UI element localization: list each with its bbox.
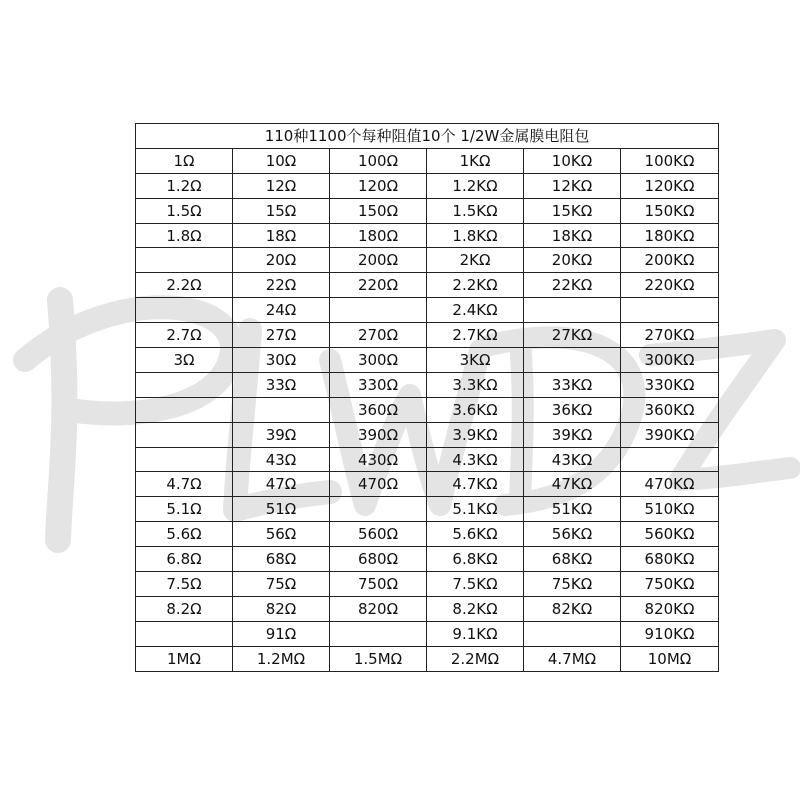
table-cell: 470Ω [330, 472, 427, 497]
table-cell: 10KΩ [524, 148, 621, 173]
table-cell: 4.3KΩ [427, 447, 524, 472]
table-cell [136, 397, 233, 422]
table-cell: 150KΩ [621, 198, 719, 223]
table-cell: 1.2MΩ [233, 646, 330, 671]
table-row [136, 447, 719, 472]
table-cell: 330KΩ [621, 372, 719, 397]
table-row [136, 348, 719, 373]
table-cell: 1.2Ω [136, 173, 233, 198]
table-cell: 12KΩ [524, 173, 621, 198]
table-cell [233, 397, 330, 422]
table-cell: 300Ω [330, 348, 427, 373]
table-cell: 43Ω [233, 447, 330, 472]
table-cell [136, 298, 233, 323]
table-cell: 10Ω [233, 148, 330, 173]
table-cell: 3Ω [136, 348, 233, 373]
table-cell: 4.7Ω [136, 472, 233, 497]
table-cell [621, 447, 719, 472]
table-title: 110种1100个每种阻值10个 1/2W金属膜电阻包 [136, 124, 719, 149]
table-cell: 2.2KΩ [427, 273, 524, 298]
table-cell: 200KΩ [621, 248, 719, 273]
table-cell: 2.7KΩ [427, 323, 524, 348]
table-cell: 82Ω [233, 596, 330, 621]
table-row [136, 646, 719, 671]
table-row [136, 572, 719, 597]
table-cell: 2.4KΩ [427, 298, 524, 323]
table-cell [330, 298, 427, 323]
table-cell: 330Ω [330, 372, 427, 397]
table-row [136, 397, 719, 422]
table-cell: 20KΩ [524, 248, 621, 273]
table-cell [136, 248, 233, 273]
table-row [136, 223, 719, 248]
table-cell: 3KΩ [427, 348, 524, 373]
table-row [136, 173, 719, 198]
table-cell: 120KΩ [621, 173, 719, 198]
table-cell: 100KΩ [621, 148, 719, 173]
table-cell: 27KΩ [524, 323, 621, 348]
table-cell [136, 621, 233, 646]
table-row [136, 472, 719, 497]
table-cell: 680Ω [330, 547, 427, 572]
table-cell: 39KΩ [524, 422, 621, 447]
table-cell: 3.3KΩ [427, 372, 524, 397]
table-cell: 2KΩ [427, 248, 524, 273]
table-cell [136, 372, 233, 397]
table-cell: 91Ω [233, 621, 330, 646]
table-cell: 180KΩ [621, 223, 719, 248]
table-cell: 1.5KΩ [427, 198, 524, 223]
table-cell: 5.6KΩ [427, 522, 524, 547]
resistor-value-table [135, 123, 719, 672]
table-cell: 5.1KΩ [427, 497, 524, 522]
table-cell: 75Ω [233, 572, 330, 597]
table-row [136, 148, 719, 173]
table-cell: 4.7MΩ [524, 646, 621, 671]
table-cell: 150Ω [330, 198, 427, 223]
table-cell: 20Ω [233, 248, 330, 273]
table-cell: 33Ω [233, 372, 330, 397]
table-cell: 75KΩ [524, 572, 621, 597]
table-cell: 7.5KΩ [427, 572, 524, 597]
table-cell: 430Ω [330, 447, 427, 472]
table-cell: 82KΩ [524, 596, 621, 621]
table-cell: 1.5Ω [136, 198, 233, 223]
table-row [136, 248, 719, 273]
table-cell: 100Ω [330, 148, 427, 173]
table-cell: 6.8KΩ [427, 547, 524, 572]
table-cell: 1.2KΩ [427, 173, 524, 198]
table-cell: 4.7KΩ [427, 472, 524, 497]
table-cell: 51KΩ [524, 497, 621, 522]
table-cell: 180Ω [330, 223, 427, 248]
table-cell: 36KΩ [524, 397, 621, 422]
table-cell: 910KΩ [621, 621, 719, 646]
table-cell: 8.2Ω [136, 596, 233, 621]
table-cell: 680KΩ [621, 547, 719, 572]
table-cell: 30Ω [233, 348, 330, 373]
table-cell: 5.1Ω [136, 497, 233, 522]
table-cell: 3.6KΩ [427, 397, 524, 422]
table-cell: 3.9KΩ [427, 422, 524, 447]
table-cell: 24Ω [233, 298, 330, 323]
table-cell: 360Ω [330, 397, 427, 422]
table-body [136, 148, 719, 671]
table-cell: 820KΩ [621, 596, 719, 621]
table-row [136, 372, 719, 397]
table-cell: 18KΩ [524, 223, 621, 248]
table-cell: 9.1KΩ [427, 621, 524, 646]
table-cell: 39Ω [233, 422, 330, 447]
table-cell: 510KΩ [621, 497, 719, 522]
table-row [136, 198, 719, 223]
table-cell: 15KΩ [524, 198, 621, 223]
table-cell: 10MΩ [621, 646, 719, 671]
table-cell: 120Ω [330, 173, 427, 198]
table-cell: 5.6Ω [136, 522, 233, 547]
table-cell: 51Ω [233, 497, 330, 522]
table-cell: 1.5MΩ [330, 646, 427, 671]
table-row [136, 522, 719, 547]
table-cell [136, 422, 233, 447]
table-cell: 390KΩ [621, 422, 719, 447]
table-row [136, 547, 719, 572]
table-cell [330, 621, 427, 646]
table-cell: 12Ω [233, 173, 330, 198]
table-cell: 820Ω [330, 596, 427, 621]
table-cell: 22KΩ [524, 273, 621, 298]
table-cell: 47Ω [233, 472, 330, 497]
table-cell: 1.8Ω [136, 223, 233, 248]
table-cell: 2.2Ω [136, 273, 233, 298]
table-cell: 2.2MΩ [427, 646, 524, 671]
table-cell: 750Ω [330, 572, 427, 597]
table-cell: 1.8KΩ [427, 223, 524, 248]
table-cell: 27Ω [233, 323, 330, 348]
table-cell: 470KΩ [621, 472, 719, 497]
table-cell: 1KΩ [427, 148, 524, 173]
table-title-row [136, 124, 719, 149]
table-cell: 270Ω [330, 323, 427, 348]
table-row [136, 273, 719, 298]
table-cell [524, 621, 621, 646]
table-row [136, 323, 719, 348]
table-cell: 8.2KΩ [427, 596, 524, 621]
table-cell: 390Ω [330, 422, 427, 447]
table-row [136, 497, 719, 522]
table-cell: 68Ω [233, 547, 330, 572]
table-cell: 18Ω [233, 223, 330, 248]
table-cell: 200Ω [330, 248, 427, 273]
table-cell: 750KΩ [621, 572, 719, 597]
table-cell: 220Ω [330, 273, 427, 298]
table-cell: 33KΩ [524, 372, 621, 397]
table-cell [621, 298, 719, 323]
table-cell: 15Ω [233, 198, 330, 223]
table-cell: 6.8Ω [136, 547, 233, 572]
table-cell: 220KΩ [621, 273, 719, 298]
table-cell [524, 298, 621, 323]
table-cell: 360KΩ [621, 397, 719, 422]
table-cell: 56KΩ [524, 522, 621, 547]
table-cell: 270KΩ [621, 323, 719, 348]
table-row [136, 298, 719, 323]
table-row [136, 621, 719, 646]
table-cell: 7.5Ω [136, 572, 233, 597]
table-cell: 43KΩ [524, 447, 621, 472]
table-cell [136, 447, 233, 472]
table-row [136, 422, 719, 447]
table-cell: 1MΩ [136, 646, 233, 671]
table-cell: 47KΩ [524, 472, 621, 497]
table-cell: 560KΩ [621, 522, 719, 547]
table-cell [330, 497, 427, 522]
table-cell [524, 348, 621, 373]
table-cell: 68KΩ [524, 547, 621, 572]
table-cell: 2.7Ω [136, 323, 233, 348]
table-cell: 560Ω [330, 522, 427, 547]
table-row [136, 596, 719, 621]
table-cell: 300KΩ [621, 348, 719, 373]
table-cell: 22Ω [233, 273, 330, 298]
table-cell: 1Ω [136, 148, 233, 173]
table-cell: 56Ω [233, 522, 330, 547]
